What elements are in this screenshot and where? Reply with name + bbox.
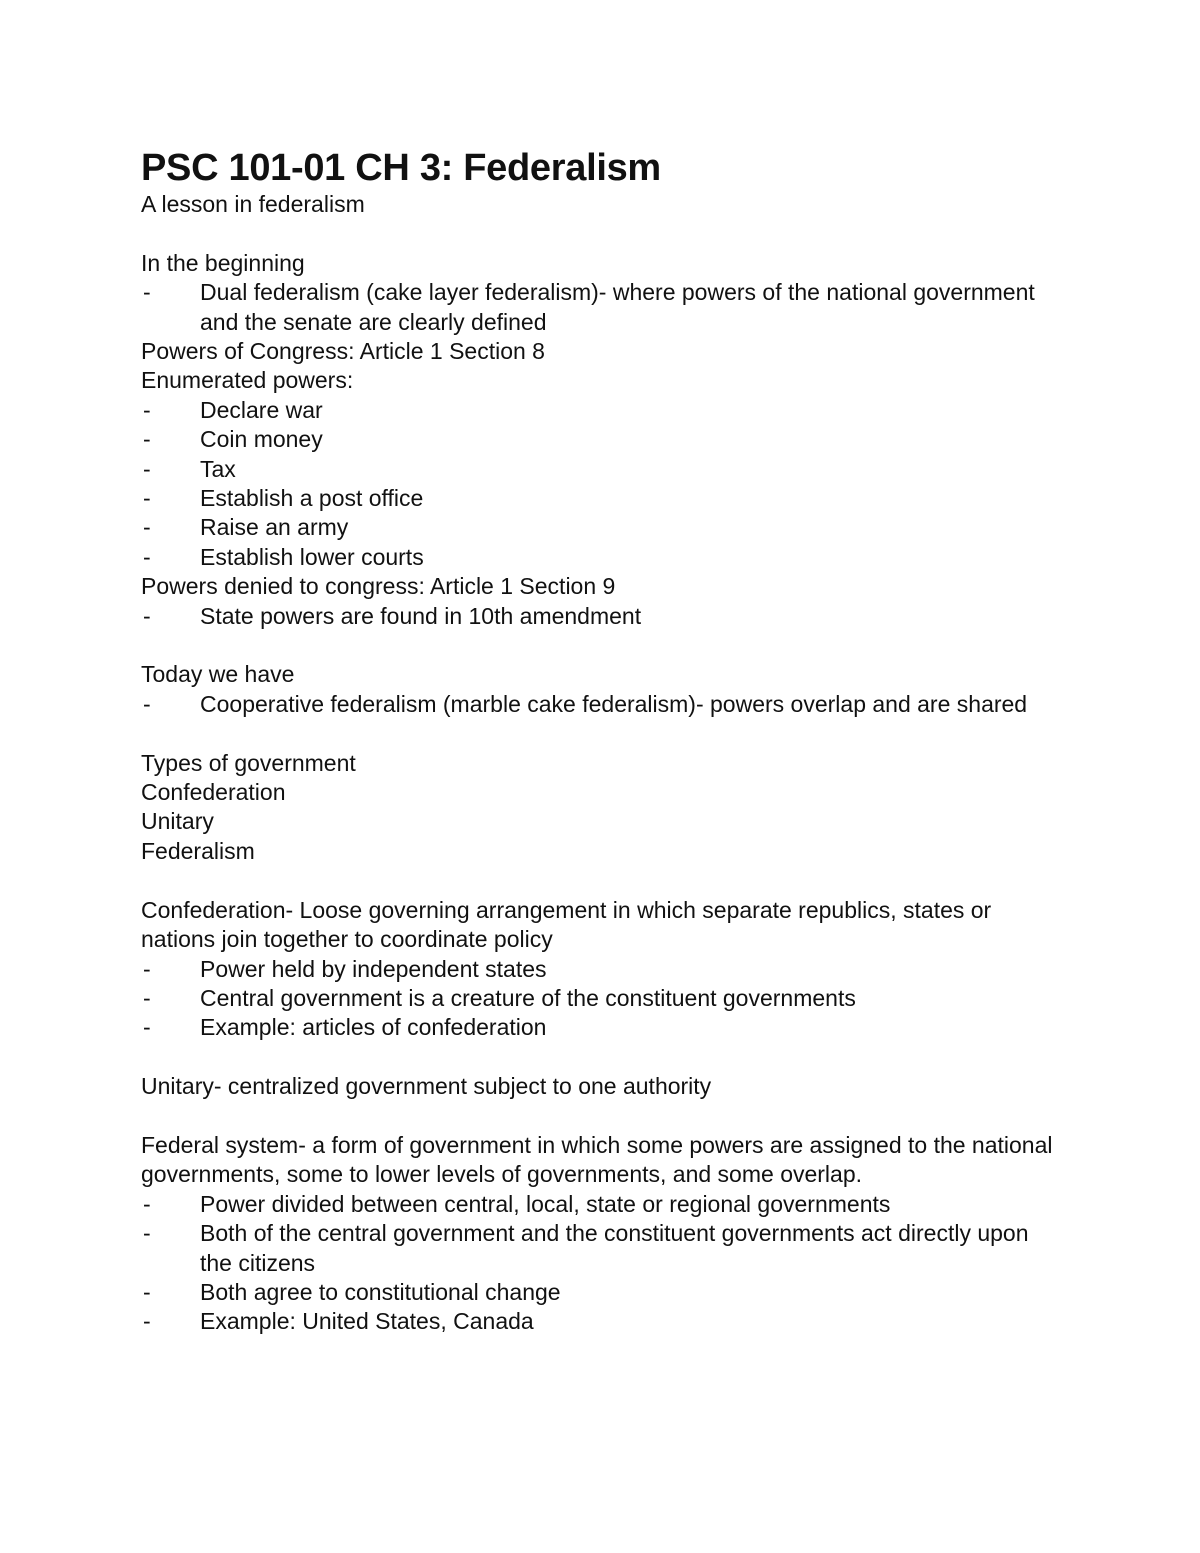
bullet-text: Both agree to constitutional change: [200, 1278, 561, 1305]
bullet-item: [141, 513, 1061, 542]
enumerated-powers-heading: Enumerated powers:: [141, 367, 354, 394]
type-item: Confederation: [141, 779, 286, 806]
spacer: [141, 1043, 1061, 1072]
bullet-item: [141, 1307, 1061, 1336]
spacer: [141, 1102, 1061, 1131]
section-heading-types: Types of government: [141, 749, 356, 776]
type-item: Federalism: [141, 837, 255, 864]
bullet-marker: -: [143, 602, 151, 629]
bullet-text: Raise an army: [200, 514, 349, 541]
bullet-item: [141, 1278, 1061, 1307]
bullet-text: Example: United States, Canada: [200, 1308, 534, 1335]
unitary-definition: Unitary- centralized government subject to one authority: [141, 1073, 712, 1100]
bullet-item: [141, 690, 1061, 719]
bullet-item: [141, 1219, 1061, 1278]
confederation-definition: Confederation- Loose governing arrangement in which separate republics, states or nations join together to coordinate policy: [141, 896, 992, 953]
bullet-item: [141, 984, 1061, 1013]
bullet-text: Dual federalism (cake layer federalism)- where powers of the national government and the senate are clearly defined: [200, 279, 1035, 335]
bullet-text: Power divided between central, local, state or regional governments: [200, 1190, 891, 1217]
powers-denied-heading: Powers denied to congress: Article 1 Section 9: [141, 573, 616, 600]
bullet-marker: -: [143, 955, 151, 982]
bullet-item: [141, 543, 1061, 572]
bullet-marker: -: [143, 1220, 151, 1247]
bullet-text: Establish lower courts: [200, 543, 424, 570]
bullet-item: [141, 955, 1061, 984]
bullet-marker: -: [143, 543, 151, 570]
spacer: [141, 631, 1061, 660]
section-heading-beginning: In the beginning: [141, 249, 305, 276]
document-subtitle: A lesson in federalism: [141, 191, 365, 217]
spacer: [141, 719, 1061, 748]
bullet-item: [141, 484, 1061, 513]
bullet-text: Example: articles of confederation: [200, 1014, 547, 1041]
congress-powers-heading: Powers of Congress: Article 1 Section 8: [141, 338, 545, 365]
bullet-marker: -: [143, 455, 151, 482]
bullet-text: Coin money: [200, 426, 323, 453]
type-item: Unitary: [141, 808, 214, 835]
bullet-marker: -: [143, 984, 151, 1011]
bullet-marker: -: [143, 396, 151, 423]
bullet-marker: -: [143, 426, 151, 453]
bullet-item: [141, 425, 1061, 454]
spacer: [141, 866, 1061, 895]
section-heading-today: Today we have: [141, 661, 295, 688]
bullet-item: [141, 1013, 1061, 1042]
bullet-text: Power held by independent states: [200, 955, 547, 982]
spacer: [141, 219, 1061, 248]
bullet-marker: -: [143, 279, 151, 306]
bullet-text: Declare war: [200, 396, 323, 423]
bullet-marker: -: [143, 485, 151, 512]
bullet-marker: -: [143, 690, 151, 717]
bullet-item: [141, 1190, 1061, 1219]
bullet-marker: -: [143, 1014, 151, 1041]
bullet-text: Tax: [200, 455, 236, 482]
bullet-marker: -: [143, 514, 151, 541]
federal-system-definition: Federal system- a form of government in which some powers are assigned to the national governments, some to lower levels of governments, and some overlap.: [141, 1131, 1053, 1188]
bullet-marker: -: [143, 1308, 151, 1335]
bullet-text: Both of the central government and the constituent governments act directly upon the citizens: [200, 1220, 1029, 1276]
document-page: [141, 146, 1061, 1337]
bullet-marker: -: [143, 1190, 151, 1217]
bullet-item: [141, 455, 1061, 484]
document-title: PSC 101-01 CH 3: Federalism: [141, 147, 661, 189]
bullet-item: [141, 396, 1061, 425]
bullet-text: Cooperative federalism (marble cake federalism)- powers overlap and are shared: [200, 690, 1028, 717]
bullet-text: State powers are found in 10th amendment: [200, 602, 642, 629]
bullet-item: [141, 602, 1061, 631]
bullet-text: Establish a post office: [200, 485, 424, 512]
bullet-item: [141, 278, 1061, 337]
bullet-text: Central government is a creature of the constituent governments: [200, 984, 856, 1011]
bullet-marker: -: [143, 1278, 151, 1305]
